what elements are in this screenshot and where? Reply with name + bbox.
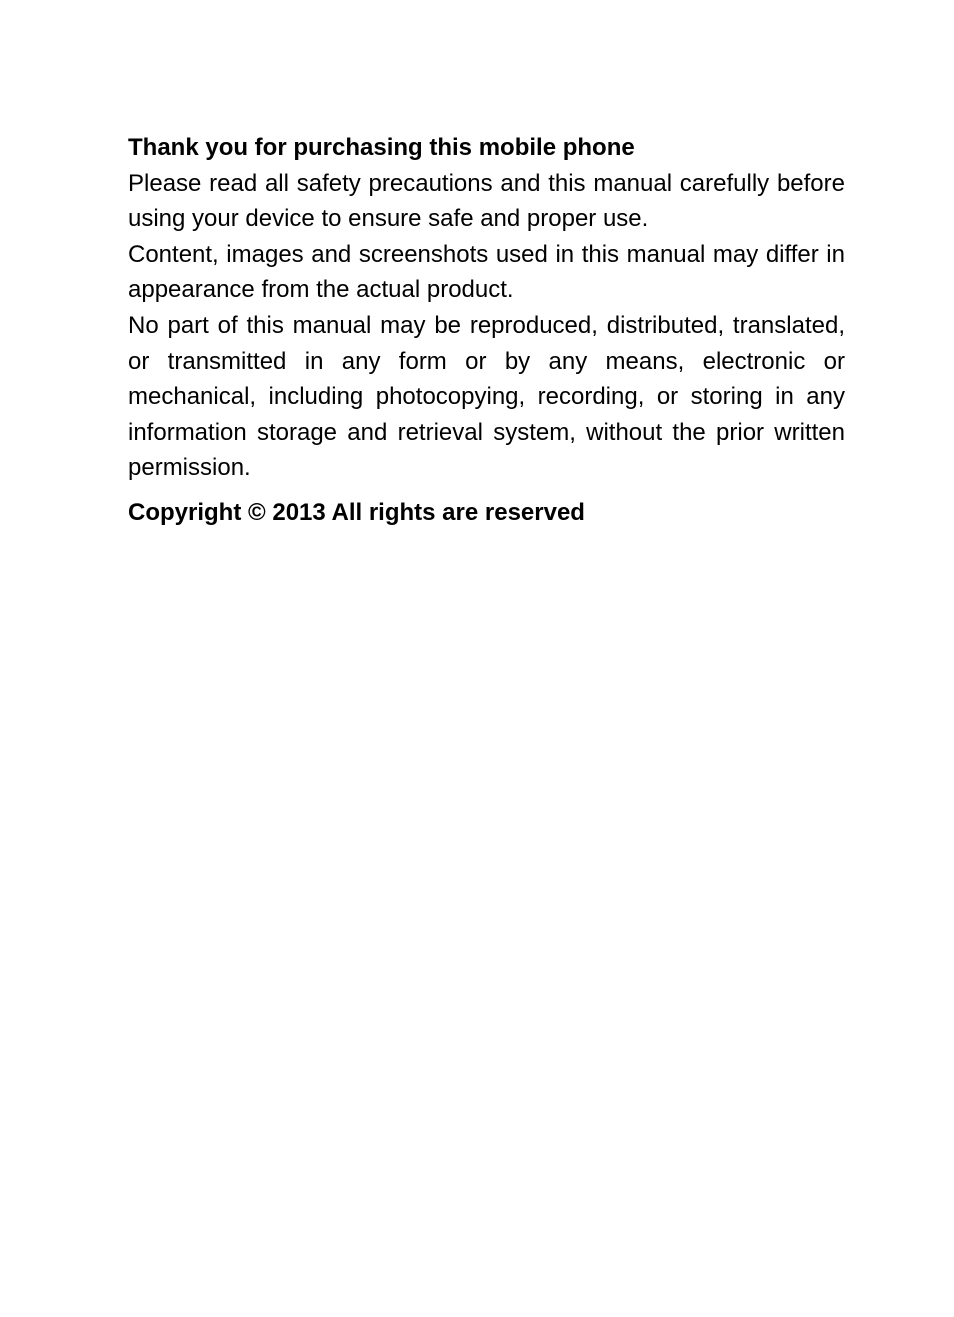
document-title: Thank you for purchasing this mobile phone xyxy=(128,134,635,161)
safety-paragraph: Please read all safety precautions and this manual carefully before using your device to ensure safe and proper use. xyxy=(128,169,845,233)
document-body xyxy=(128,130,845,531)
copyright-notice: Copyright © 2013 All rights are reserved xyxy=(128,498,585,526)
reproduction-notice-paragraph: No part of this manual may be reproduced, distributed, translated, or transmitted in any form or by any means, electronic or mechanical, including photocopying, recording, or storing in any information storage and retrieval system, without the prior written permission. xyxy=(128,311,845,482)
appearance-disclaimer-paragraph: Content, images and screenshots used in this manual may differ in appearance from the actual product. xyxy=(128,240,845,304)
